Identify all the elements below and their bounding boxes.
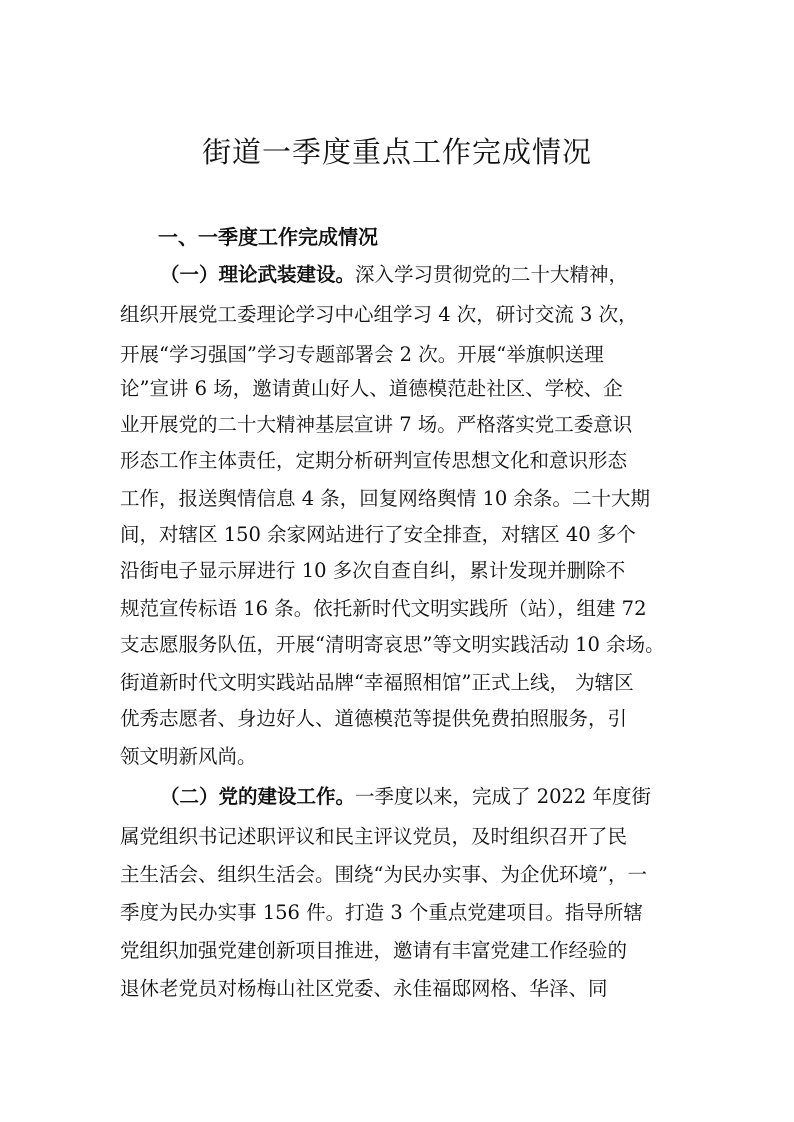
paragraph-2-line: 属党组织书记述职评议和民主评议党员，及时组织召开了民 [120,825,628,848]
paragraph-1-line: 组织开展党工委理论学习中心组学习 4 次，研讨交流 3 次， [120,303,638,326]
section-heading: 一、一季度工作完成情况 [158,225,378,249]
paragraph-1-text: 深入学习贯彻党的二十大精神， [355,263,629,286]
paragraph-1-line: 业开展党的二十大精神基层宣讲 7 场。严格落实党工委意识 [120,413,633,436]
paragraph-1-line: 形态工作主体责任，定期分析研判宣传思想文化和意识形态 [120,449,628,472]
paragraph-1-line: 开展“学习强国”学习专题部署会 2 次。开展“举旗帜送理 [120,343,604,366]
paragraph-1-line: 间，对辖区 150 余家网站进行了安全排查，对辖区 40 多个 [120,523,636,546]
paragraph-2-line: 党组织加强党建创新项目推进，邀请有丰富党建工作经验的 [120,939,628,962]
paragraph-1-line: 规范宣传标语 16 条。依托新时代文明实践所（站），组建 72 [120,597,647,620]
paragraph-2-text: 一季度以来，完成了 2022 年度街 [355,785,652,808]
paragraph-2-line: 季度为民办实事 156 件。打造 3 个重点党建项目。指导所辖 [120,901,643,924]
paragraph-1-line: 街道新时代文明实践站品牌“幸福照相馆”正式上线， 为辖区 [120,671,634,694]
paragraph-1-line: 优秀志愿者、身边好人、道德模范等提供免费拍照服务，引 [120,707,628,730]
paragraph-2-line-1 [160,782,651,812]
paragraph-1-line: 沿街电子显示屏进行 10 多次自查自纠，累计发现并删除不 [120,559,626,582]
paragraph-1-line: 工作，报送舆情信息 4 条，回复网络舆情 10 余条。二十大期 [120,487,651,510]
paragraph-2-line: 退休老党员对杨梅山社区党委、永佳福邸网格、华泽、同 [120,977,608,1000]
paragraph-1-line: 支志愿服务队伍，开展“清明寄哀思”等文明实践活动 10 余场。 [120,633,665,656]
paragraph-1-line: 领文明新风尚。 [120,745,257,768]
paragraph-1-line: 论”宣讲 6 场，邀请黄山好人、道德模范赴社区、学校、企 [120,377,623,400]
paragraph-2-lead: （二）党的建设工作。 [160,785,356,808]
paragraph-1-lead: （一）理论武装建设。 [160,263,356,286]
paragraph-1-line-1 [160,260,628,290]
document-title: 街道一季度重点工作完成情况 [201,135,592,169]
paragraph-2-line: 主生活会、组织生活会。围绕“为民办实事、为企优环境”，一 [120,863,647,886]
